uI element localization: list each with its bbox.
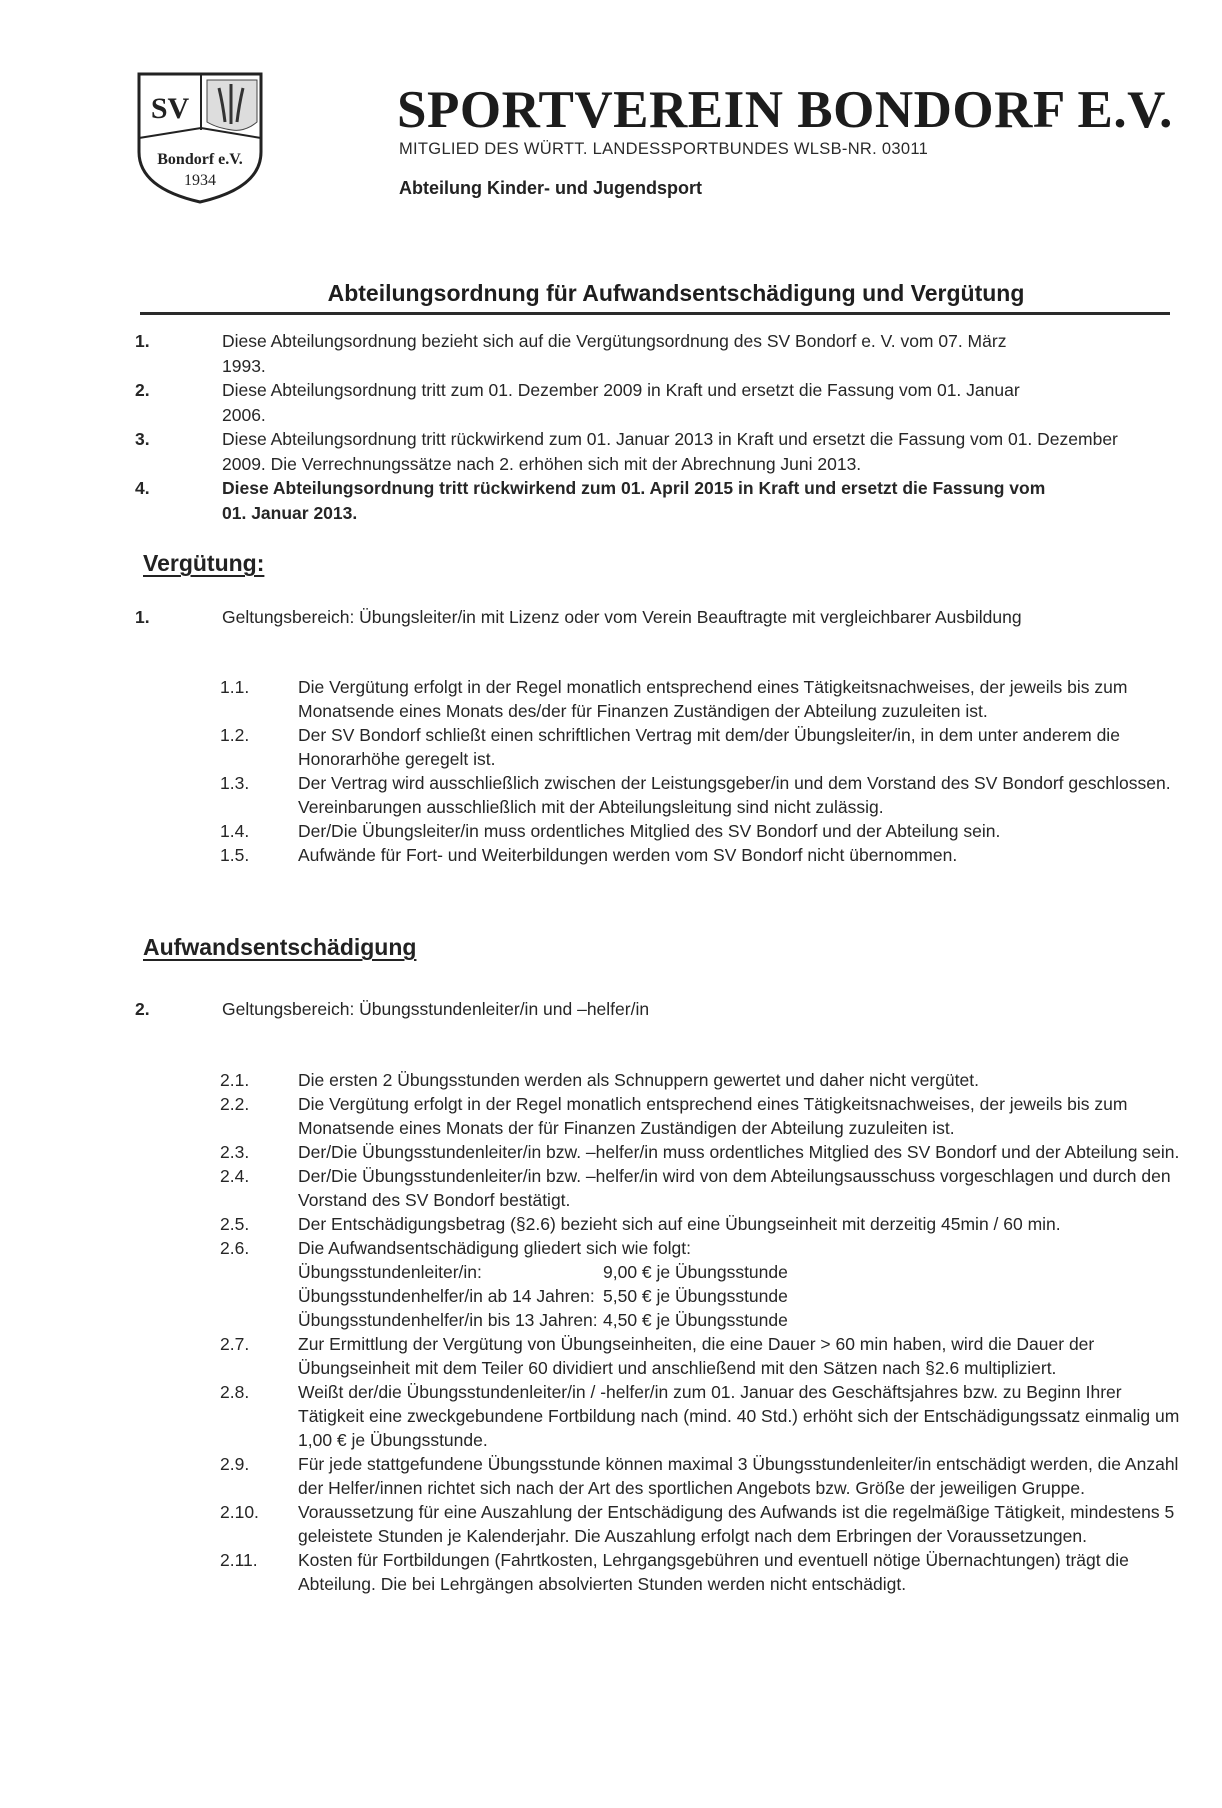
clause [220,819,1180,843]
clause-number: 2.5. [220,1214,250,1234]
clause [220,1332,1180,1380]
verguetung-scope [135,605,1185,630]
clause-text: Kosten für Fortbildungen (Fahrtkosten, Lehrgangsgebühren und eventuell nötige Übernachtungen) trägt die Abteilung. Die bei Lehrgängen absolvierten Stunden werden nicht entschädigt. [298,1550,1129,1594]
section-number: 1. [135,607,150,627]
rate-role: Übungsstundenhelfer/in ab 14 Jahren: [298,1286,595,1306]
clause-number: 2.1. [220,1070,250,1090]
clause-number: 2.11. [220,1550,258,1570]
clause-text: Der/Die Übungsleiter/in muss ordentliches Mitglied des SV Bondorf und der Abteilung sein. [298,821,1001,841]
clause-text: Die ersten 2 Übungsstunden werden als Schnuppern gewertet und daher nicht vergütet. [298,1070,979,1090]
clause-number: 2.6. [220,1238,250,1258]
clause [220,843,1180,867]
clause [220,1452,1180,1500]
clause-text: Voraussetzung für eine Auszahlung der Entschädigung des Aufwands ist die regelmäßige Tätigkeit, mindestens 5 geleistete Stunden je Kalenderjahr. Die Auszahlung erfolgt nach dem Erbringen der Voraussetzungen. [298,1502,1175,1546]
club-title: SPORTVEREIN BONDORF E.V. [397,81,1173,139]
logo-year: 1934 [184,172,216,189]
rate-value: 4,50 € je Übungsstunde [603,1310,788,1330]
item-text: Diese Abteilungsordnung tritt rückwirkend zum 01. April 2015 in Kraft und ersetzt die Fassung vom 01. Januar 2013. [222,478,1046,523]
scope-text: Geltungsbereich: Übungsleiter/in mit Lizenz oder vom Verein Beauftragte mit vergleichbarer Ausbildung [222,607,1022,627]
aufwand-items [220,1068,1180,1596]
clause-text: Die Vergütung erfolgt in der Regel monatlich entsprechend eines Tätigkeitsnachweises, der jeweils bis zum Monatsende eines Monats der für Finanzen Zuständigen der Abteilung zuzuleiten ist. [298,1094,1128,1138]
section-number: 2. [135,999,150,1019]
clause [220,1500,1180,1548]
clause-number: 1.2. [220,725,250,745]
rate-value: 5,50 € je Übungsstunde [603,1286,788,1306]
preamble-item [135,427,1185,476]
clause [220,1164,1180,1212]
clause [220,723,1180,771]
item-text: Diese Abteilungsordnung tritt zum 01. Dezember 2009 in Kraft und ersetzt die Fassung vom 01. Januar 2006. [222,380,1020,425]
aufwand-scope [135,997,1185,1022]
logo-initials: SV [150,92,190,125]
rate-role: Übungsstundenhelfer/in bis 13 Jahren: [298,1310,598,1330]
clause [220,1068,1180,1092]
item-number: 4. [135,478,150,498]
clause [220,1140,1180,1164]
clause-text: Der SV Bondorf schließt einen schriftlichen Vertrag mit dem/der Übungsleiter/in, in dem unter anderem die Honorarhöhe geregelt ist. [298,725,1120,769]
item-number: 1. [135,331,150,351]
clause-text: Weißt der/die Übungsstundenleiter/in / -helfer/in zum 01. Januar des Geschäftsjahres bzw. zu Beginn Ihrer Tätigkeit eine zweckgebundene Fortbildung nach (mind. 40 Std.) erhöht sich der Entschädigungssatz einmalig um 1,00 € je Übungsstunde. [298,1382,1180,1450]
preamble-item [135,378,1185,427]
document-title-text: Abteilungsordnung für Aufwandsentschädigung und Vergütung [327,280,1025,306]
club-crest-icon [135,70,265,205]
clause-text: Die Vergütung erfolgt in der Regel monatlich entsprechend eines Tätigkeitsnachweises, der jeweils bis zum Monatsende eines Monats des/der für Finanzen Zuständigen der Abteilung zuzuleiten ist. [298,677,1128,721]
item-text: Diese Abteilungsordnung bezieht sich auf die Vergütungsordnung des SV Bondorf e. V. vom 07. März 1993. [222,331,1007,376]
clause-text: Für jede stattgefundene Übungsstunde können maximal 3 Übungsstundenleiter/in entschädigt werden, die Anzahl der Helfer/innen richtet sich nach der Art des sportlichen Angebots bzw. Größe der jeweiligen Gruppe. [298,1454,1179,1498]
document-title [0,280,1222,307]
rate-role: Übungsstundenleiter/in: [298,1262,482,1282]
clause [220,1548,1180,1596]
membership-line: MITGLIED DES WÜRTT. LANDESSPORTBUNDES WLSB-NR. 03011 [399,140,929,158]
clause-number: 2.7. [220,1334,250,1354]
rate-table [298,1260,1180,1332]
verguetung-items [220,675,1180,867]
preamble-item [135,329,1185,378]
clause-number: 2.4. [220,1166,250,1186]
section-heading-aufwand: Aufwandsentschädigung [143,934,417,960]
item-number: 3. [135,429,150,449]
clause-number: 2.9. [220,1454,250,1474]
clause [220,1236,1180,1332]
clause-text: Zur Ermittlung der Vergütung von Übungseinheiten, die eine Dauer > 60 min haben, wird die Dauer der Übungseinheit mit dem Teiler 60 dividiert und anschließend mit den Sätzen nach §2.6 multipliziert. [298,1334,1095,1378]
rate-value: 9,00 € je Übungsstunde [603,1262,788,1282]
department-line: Abteilung Kinder- und Jugendsport [399,178,702,198]
item-text: Diese Abteilungsordnung tritt rückwirkend zum 01. Januar 2013 in Kraft und ersetzt die Fassung vom 01. Dezember 2009. Die Verrechnungssätze nach 2. erhöhen sich mit der Abrechnung Juni 2013. [222,429,1118,474]
clause [220,675,1180,723]
title-rule [140,312,1170,315]
clause [220,771,1180,819]
clause-text: Aufwände für Fort- und Weiterbildungen werden vom SV Bondorf nicht übernommen. [298,845,958,865]
clause [220,1212,1180,1236]
clause-number: 1.1. [220,677,250,697]
clause-number: 2.3. [220,1142,250,1162]
scope-text: Geltungsbereich: Übungsstundenleiter/in und –helfer/in [222,999,650,1019]
clause [220,1380,1180,1452]
clause [220,1092,1180,1140]
clause-number: 2.10. [220,1502,259,1522]
clause-text: Der/Die Übungsstundenleiter/in bzw. –helfer/in wird von dem Abteilungsausschuss vorgeschlagen und durch den Vorstand des SV Bondorf bestätigt. [298,1166,1171,1210]
section-heading-verguetung: Vergütung: [143,550,265,576]
clause-text: Der/Die Übungsstundenleiter/in bzw. –helfer/in muss ordentliches Mitglied des SV Bondorf und der Abteilung sein. [298,1142,1180,1162]
logo-name: Bondorf e.V. [157,151,243,168]
clause-number: 1.4. [220,821,250,841]
clause-number: 1.3. [220,773,250,793]
clause-text: Die Aufwandsentschädigung gliedert sich wie folgt: [298,1238,692,1258]
preamble-item [135,476,1185,525]
clause-number: 2.2. [220,1094,250,1114]
item-number: 2. [135,380,150,400]
clause-text: Der Vertrag wird ausschließlich zwischen der Leistungsgeber/in und dem Vorstand des SV Bondorf geschlossen. Vereinbarungen ausschließlich mit der Abteilungsleitung sind nicht zulässig. [298,773,1171,817]
clause-text: Der Entschädigungsbetrag (§2.6) bezieht sich auf eine Übungseinheit mit derzeitig 45min / 60 min. [298,1214,1061,1234]
preamble-list [135,329,1185,525]
clause-number: 2.8. [220,1382,250,1402]
clause-number: 1.5. [220,845,250,865]
